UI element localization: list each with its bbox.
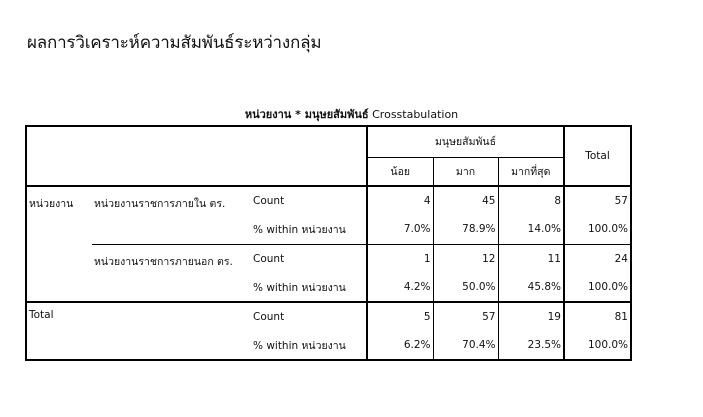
cell-value: 57 bbox=[564, 186, 631, 215]
row-group-label: หน่วยงานราชการภายนอก ตร. bbox=[92, 244, 251, 302]
column-header-highest: มากที่สุด bbox=[498, 157, 564, 186]
statistic-label: % within หน่วยงาน bbox=[253, 339, 346, 352]
cell-value: 4.2% bbox=[367, 273, 433, 302]
row-variable-label: หน่วยงาน bbox=[29, 198, 74, 210]
cell-value: 24 bbox=[564, 244, 631, 273]
crosstab-table bbox=[25, 125, 632, 361]
cell-value: 7.0% bbox=[367, 215, 433, 244]
total-column-header: Total bbox=[564, 126, 631, 186]
column-group-header: มนุษยสัมพันธ์ bbox=[367, 126, 564, 157]
cell-value: 50.0% bbox=[433, 273, 498, 302]
cell-value: 81 bbox=[564, 302, 631, 331]
table-row bbox=[26, 186, 631, 215]
cell-value: 70.4% bbox=[433, 331, 498, 360]
statistic-label: Count bbox=[251, 244, 367, 273]
cell-value: 11 bbox=[498, 244, 564, 273]
statistic-label: Count bbox=[253, 311, 285, 323]
cell-value: 8 bbox=[498, 186, 564, 215]
cell-value: 45 bbox=[433, 186, 498, 215]
statistic-label: % within หน่วยงาน bbox=[253, 281, 346, 294]
cell-value: 100.0% bbox=[564, 273, 631, 302]
table-caption bbox=[0, 105, 703, 123]
total-row-label: Total bbox=[29, 309, 54, 321]
table-row bbox=[26, 244, 631, 273]
cell-value: 57 bbox=[433, 302, 498, 331]
column-header-low: น้อย bbox=[367, 157, 433, 186]
page-title: ผลการวิเคราะห์ความสัมพันธ์ระหว่างกลุ่ม bbox=[27, 33, 322, 53]
cell-value: 12 bbox=[433, 244, 498, 273]
column-header-high: มาก bbox=[433, 157, 498, 186]
caption-type: Crosstabulation bbox=[368, 108, 459, 121]
cell-value: 23.5% bbox=[498, 331, 564, 360]
statistic-label: % within หน่วยงาน bbox=[253, 223, 346, 236]
cell-value: 5 bbox=[367, 302, 433, 331]
cell-value: 4 bbox=[367, 186, 433, 215]
cell-value: 100.0% bbox=[564, 215, 631, 244]
cell-value: 45.8% bbox=[498, 273, 564, 302]
total-row bbox=[26, 302, 631, 331]
statistic-label: Count bbox=[253, 195, 285, 207]
cell-value: 78.9% bbox=[433, 215, 498, 244]
caption-variables: หน่วยงาน * มนุษยสัมพันธ์ bbox=[244, 108, 369, 121]
header-row-1 bbox=[26, 126, 631, 157]
cell-value: 1 bbox=[367, 244, 433, 273]
row-group-label: หน่วยงานราชการภายใน ตร. bbox=[94, 198, 226, 210]
header-corner bbox=[26, 126, 367, 186]
cell-value: 19 bbox=[498, 302, 564, 331]
cell-value: 6.2% bbox=[367, 331, 433, 360]
cell-value: 14.0% bbox=[498, 215, 564, 244]
cell-value: 100.0% bbox=[564, 331, 631, 360]
